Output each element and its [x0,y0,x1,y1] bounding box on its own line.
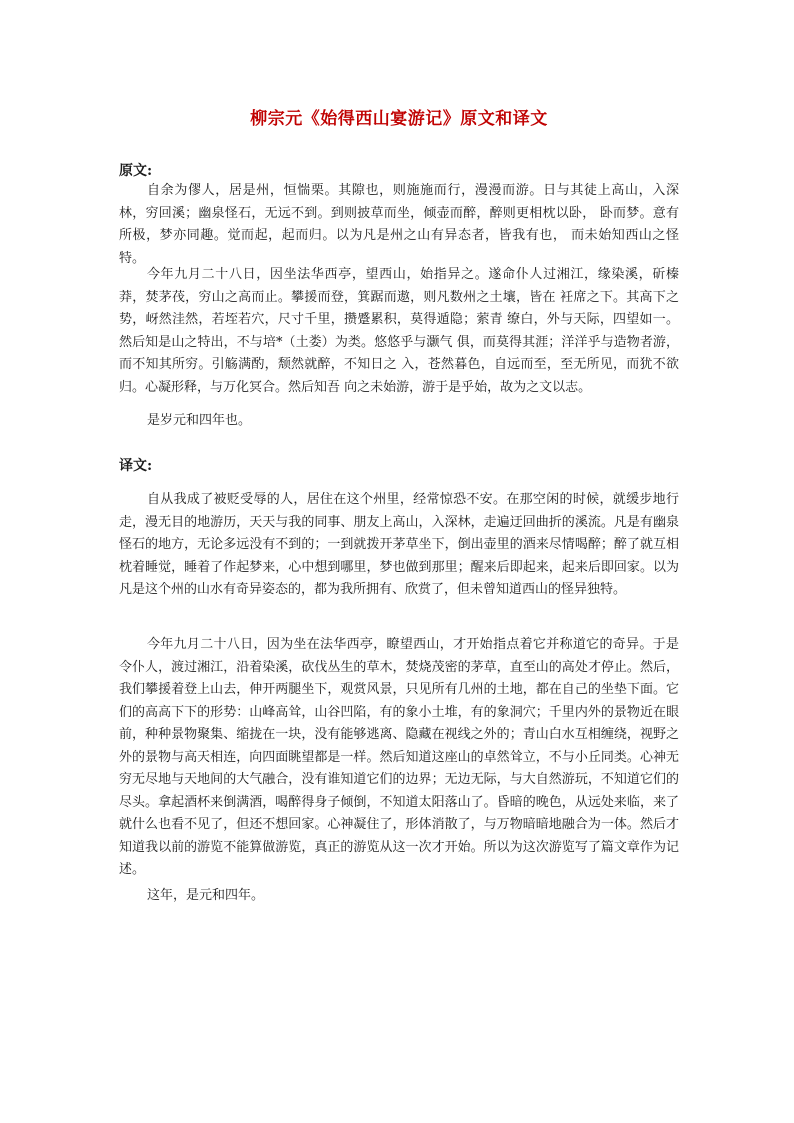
translation-heading: 译文: [119,458,153,474]
translation-paragraph-1: 自从我成了被贬受辱的人，居住在这个州里，经常惊恐不安。在那空闲的时候，就缓步地行走，漫无目的地游历，天天与我的同事、朋友上高山，入深林，走遍迂回曲折的溪流。凡是有幽泉怪石的地方，无论多远没有不到的；一到就拨开茅草坐下，倒出壶里的酒来尽情喝醉；醉了就互相枕着睡觉，睡着了作起梦来，心中想到哪里，梦也做到那里；醒来后即起来，起来后即回家。以为凡是这个州的山水有奇异姿态的，都为我所拥有、欣赏了，但未曾知道西山的怪异独特。 [119,492,679,597]
translation-paragraph-3: 这年，是元和四年。 [147,888,265,903]
original-paragraph-1: 自余为僇人，居是州，恒惴栗。其隙也，则施施而行，漫漫而游。日与其徒上高山，入深林，穷回溪；幽泉怪石，无远不到。到则披草而坐，倾壶而醉，醉则更相枕以卧， 卧而梦。意有所极，梦亦同趣。觉而起，起而归。以为凡是州之山有异态者，皆我有也， 而未始知西山之怪特。 [119,183,679,266]
original-paragraph-2: 今年九月二十八日，因坐法华西亭，望西山，始指异之。遂命仆人过湘江，缘染溪，斫榛莽，焚茅茷，穷山之高而止。攀援而登，箕踞而遨，则凡数州之土壤，皆在 衽席之下。其高下之势，岈然洼然，若垤若穴，尺寸千里，攒蹙累积，莫得遁隐；萦青 缭白，外与天际，四望如一。然后知是山之特出，不与培*（土娄）为类。悠悠乎与灏气 俱，而莫得其涯；洋洋乎与造物者游，而不知其所穷。引觞满酌，颓然就醉，不知日之 入，苍然暮色，自远而至，至无所见，而犹不欲归。心凝形释，与万化冥合。然后知吾 向之未始游，游于是乎始，故为之文以志。 [119,267,679,395]
translation-paragraph-2: 今年九月二十八日，因为坐在法华西亭，瞭望西山，才开始指点着它并称道它的奇异。于是令仆人，渡过湘江，沿着染溪，砍伐丛生的草木，焚烧茂密的茅草，直至山的高处才停止。然后，我们攀援着登上山去，伸开两腿坐下，观赏风景，只见所有几州的土地，都在自己的坐垫下面。它们的高高下下的形势：山峰高耸，山谷凹陷，有的象小土堆，有的象洞穴；千里内外的景物近在眼前，种种景物聚集、缩拢在一块，没有能够逃离、隐藏在视线之外的；青山白水互相缠绕，视野之外的景物与高天相连，向四面眺望都是一样。然后知道这座山的卓然耸立，不与小丘同类。心神无穷无尽地与天地间的大气融合，没有谁知道它们的边界；无边无际，与大自然游玩，不知道它们的尽头。拿起酒杯来倒满酒，喝醉得身子倾倒，不知道太阳落山了。昏暗的晚色，从远处来临，来了就什么也看不见了，但还不想回家。心神凝住了，形体消散了，与万物暗暗地融合为一体。然后才知道我以前的游览不能算做游览，真正的游览从这一次才开始。所以为这次游览写了篇文章作为记述。 [119,637,679,877]
page-title: 柳宗元《始得西山宴游记》原文和译文 [250,109,548,129]
original-paragraph-3: 是岁元和四年也。 [147,413,252,428]
original-heading: 原文: [119,163,153,179]
